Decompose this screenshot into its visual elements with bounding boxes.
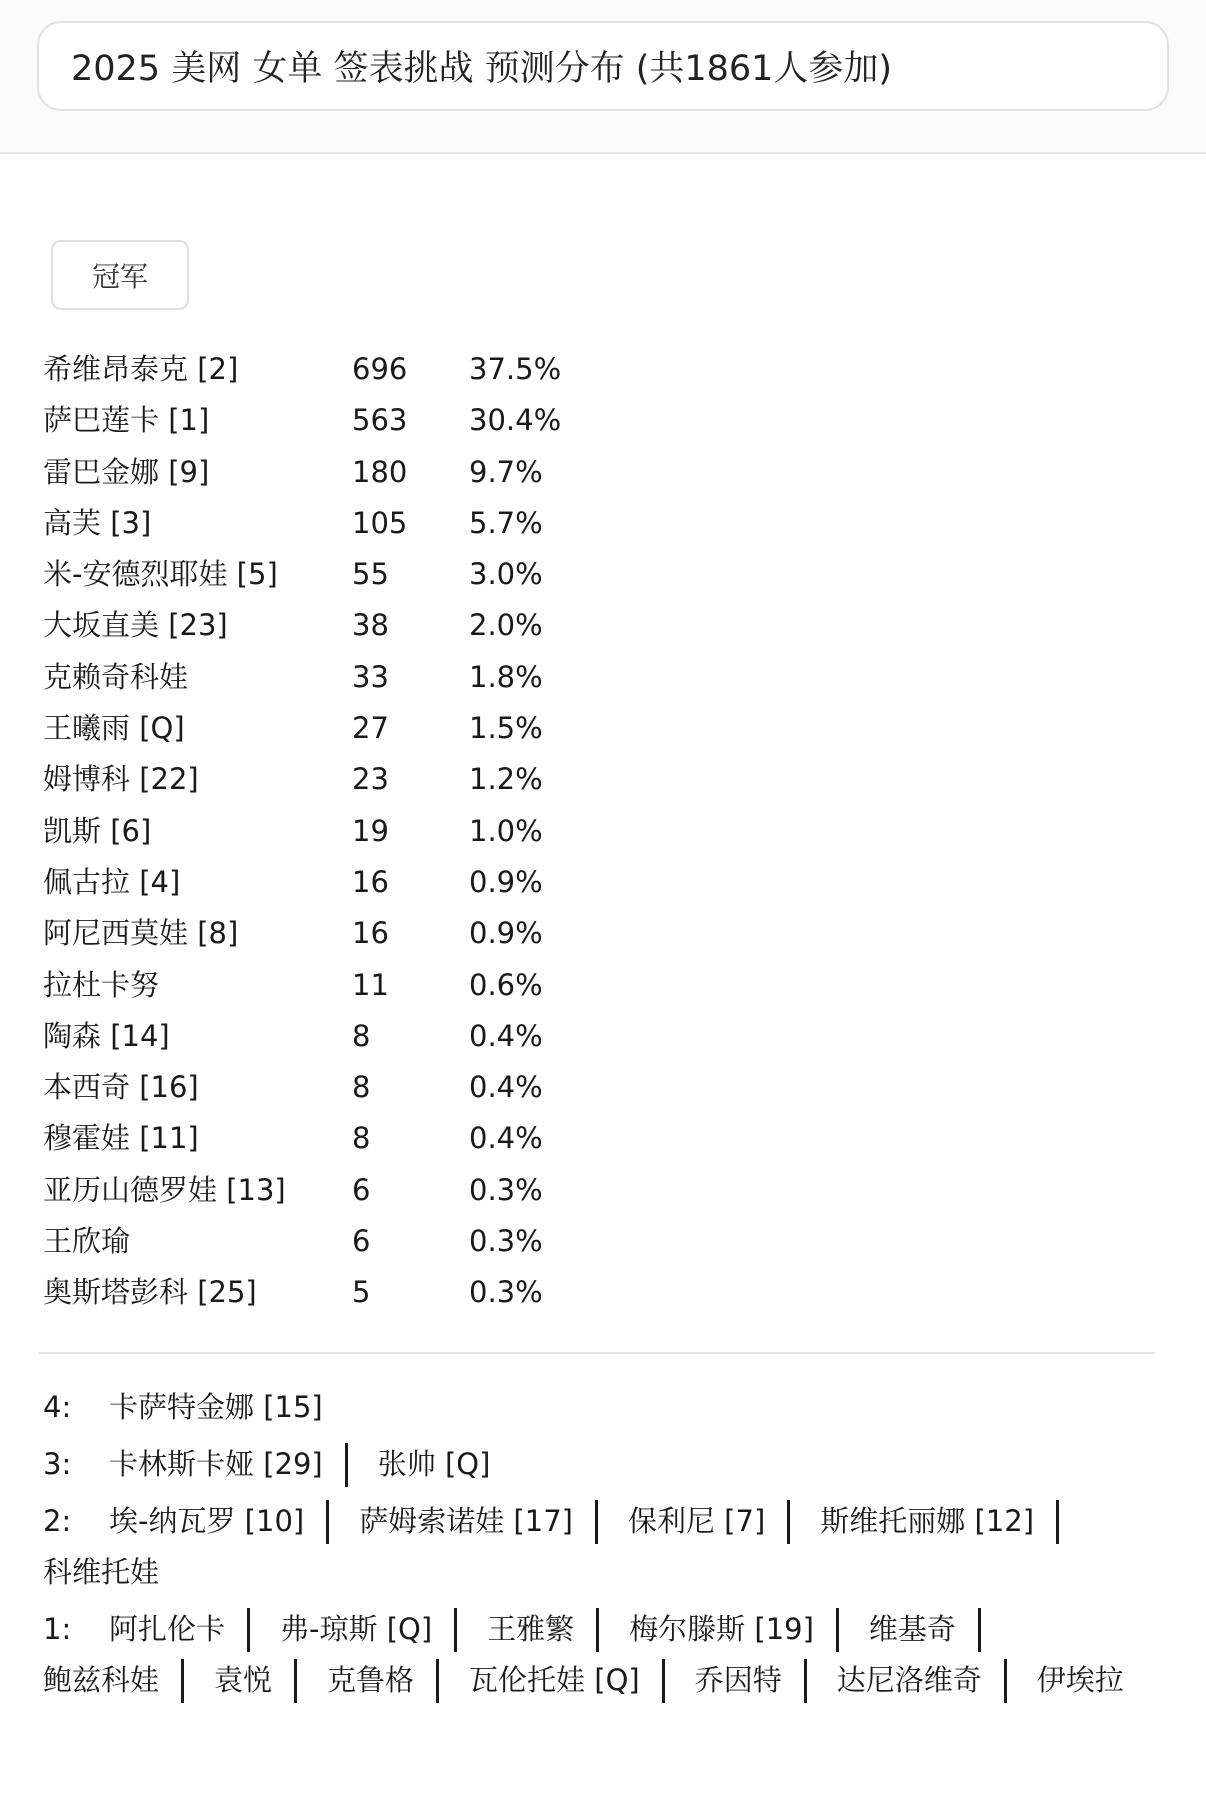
vote-count: 105 [352, 505, 408, 540]
player-name: 佩古拉 [4] [43, 864, 181, 899]
vote-percent: 5.7% [469, 505, 543, 540]
vote-count: 5 [352, 1275, 371, 1310]
player-name: 弗-琼斯 [Q] [280, 1612, 433, 1646]
player-name: 伊埃拉 [1036, 1663, 1124, 1697]
vote-percent: 0.3% [469, 1172, 543, 1207]
player-name: 拉杜卡努 [43, 967, 160, 1002]
page-title: 2025 美网 女单 签表挑战 预测分布 (共1861人参加) [37, 21, 1169, 111]
vote-count: 27 [352, 711, 389, 746]
vote-percent: 3.0% [469, 557, 543, 592]
separator [662, 1659, 665, 1703]
vote-count: 16 [352, 916, 389, 951]
player-name: 鲍兹科娃 [43, 1663, 160, 1697]
vote-percent: 0.4% [469, 1018, 543, 1053]
player-name: 张帅 [Q] [377, 1447, 491, 1481]
player-name: 米-安德烈耶娃 [5] [43, 557, 278, 592]
separator [836, 1608, 839, 1652]
tab-champion[interactable]: 冠军 [51, 240, 189, 310]
round-label: 1: [43, 1612, 72, 1646]
vote-percent: 0.6% [469, 967, 543, 1002]
player-name: 克赖奇科娃 [43, 659, 189, 694]
vote-percent: 9.7% [469, 454, 543, 489]
list-item [109, 1439, 378, 1490]
vote-percent: 0.4% [469, 1070, 543, 1105]
player-name: 王雅繁 [487, 1612, 575, 1646]
vote-percent: 37.5% [469, 352, 562, 386]
list-item [327, 1655, 469, 1706]
round-row [43, 1604, 1153, 1706]
list-item [469, 1655, 695, 1706]
separator [326, 1500, 329, 1544]
player-name: 奥斯塔彭科 [25] [43, 1275, 257, 1310]
player-name: 萨姆索诺娃 [17] [359, 1504, 573, 1538]
vote-count: 696 [352, 352, 408, 386]
player-name: 希维昂泰克 [2] [43, 352, 239, 386]
player-name: 卡林斯卡娅 [29] [109, 1447, 323, 1481]
player-name: 凯斯 [6] [43, 813, 152, 848]
vote-percent: 0.3% [469, 1275, 543, 1310]
player-name: 萨巴莲卡 [1] [43, 403, 210, 438]
player-name: 高芙 [3] [43, 505, 152, 540]
vote-count: 8 [352, 1018, 371, 1053]
list-item [280, 1604, 487, 1655]
vote-count: 19 [352, 813, 389, 848]
vote-percent: 0.3% [469, 1224, 543, 1259]
list-item [628, 1496, 820, 1547]
divider [39, 1352, 1155, 1354]
vote-percent: 1.5% [469, 711, 543, 746]
vote-percent: 0.4% [469, 1121, 543, 1156]
list-item [695, 1655, 837, 1706]
list-item [359, 1496, 628, 1547]
player-name: 阿尼西莫娃 [8] [43, 916, 239, 951]
player-name: 达尼洛维奇 [836, 1663, 982, 1697]
vote-count: 180 [352, 454, 408, 489]
player-name: 陶森 [14] [43, 1018, 170, 1053]
player-name: 科维托娃 [43, 1555, 160, 1589]
vote-count: 33 [352, 659, 389, 694]
player-name: 阿扎伦卡 [109, 1612, 226, 1646]
player-name: 袁悦 [214, 1663, 273, 1697]
separator [1056, 1500, 1059, 1544]
vote-percent: 30.4% [469, 403, 562, 438]
player-name: 本西奇 [16] [43, 1070, 199, 1105]
vote-count: 6 [352, 1172, 371, 1207]
separator [804, 1659, 807, 1703]
player-name: 王欣瑜 [43, 1224, 131, 1259]
list-item [378, 1439, 513, 1490]
player-name: 姆博科 [22] [43, 762, 199, 797]
player-name: 埃-纳瓦罗 [10] [109, 1504, 305, 1538]
vote-count: 563 [352, 403, 408, 438]
vote-percent: 1.2% [469, 762, 543, 797]
vote-count: 23 [352, 762, 389, 797]
vote-percent: 0.9% [469, 916, 543, 951]
player-name: 梅尔滕斯 [19] [629, 1612, 814, 1646]
vote-count: 8 [352, 1070, 371, 1105]
vote-count: 55 [352, 557, 389, 592]
vote-count: 11 [352, 967, 389, 1002]
player-name: 大坂直美 [23] [43, 608, 228, 643]
separator [247, 1608, 250, 1652]
round-row [43, 1496, 1153, 1598]
list-item [43, 1547, 181, 1598]
vote-percent: 1.0% [469, 813, 543, 848]
list-item [487, 1604, 629, 1655]
vote-percent: 2.0% [469, 608, 543, 643]
list-item [869, 1604, 1011, 1655]
round-label: 4: [43, 1390, 72, 1424]
player-name: 保利尼 [7] [627, 1504, 766, 1538]
list-item [629, 1604, 869, 1655]
vote-count: 16 [352, 864, 389, 899]
round-list [43, 1382, 1153, 1712]
separator [454, 1608, 457, 1652]
vote-percent: 0.9% [469, 864, 543, 899]
list-item [109, 1604, 280, 1655]
separator [436, 1659, 439, 1703]
separator [345, 1443, 348, 1487]
vote-count: 8 [352, 1121, 371, 1156]
list-item [214, 1655, 327, 1706]
separator [294, 1659, 297, 1703]
list-item [109, 1496, 359, 1547]
separator [978, 1608, 981, 1652]
player-name: 克鲁格 [327, 1663, 415, 1697]
header [0, 0, 1206, 154]
player-name: 穆霍娃 [11] [43, 1121, 199, 1156]
separator [596, 1608, 599, 1652]
separator [181, 1659, 184, 1703]
player-name: 维基奇 [868, 1612, 956, 1646]
list-item [1037, 1655, 1146, 1706]
round-row [43, 1382, 1153, 1433]
player-name: 雷巴金娜 [9] [43, 454, 210, 489]
player-name: 乔因特 [694, 1663, 782, 1697]
round-label: 3: [43, 1447, 72, 1481]
list-item [109, 1382, 345, 1433]
round-label: 2: [43, 1504, 72, 1538]
list-item [43, 1655, 214, 1706]
player-name: 王曦雨 [Q] [43, 711, 185, 746]
list-item [820, 1496, 1089, 1547]
vote-count: 38 [352, 608, 389, 643]
vote-percent: 1.8% [469, 659, 543, 694]
vote-count: 6 [352, 1224, 371, 1259]
separator [787, 1500, 790, 1544]
player-name: 亚历山德罗娃 [13] [43, 1172, 286, 1207]
separator [595, 1500, 598, 1544]
list-item [837, 1655, 1037, 1706]
round-row [43, 1439, 1153, 1490]
separator [1004, 1659, 1007, 1703]
player-name: 瓦伦托娃 [Q] [469, 1663, 640, 1697]
player-name: 卡萨特金娜 [15] [109, 1390, 323, 1424]
player-name: 斯维托丽娜 [12] [820, 1504, 1035, 1538]
